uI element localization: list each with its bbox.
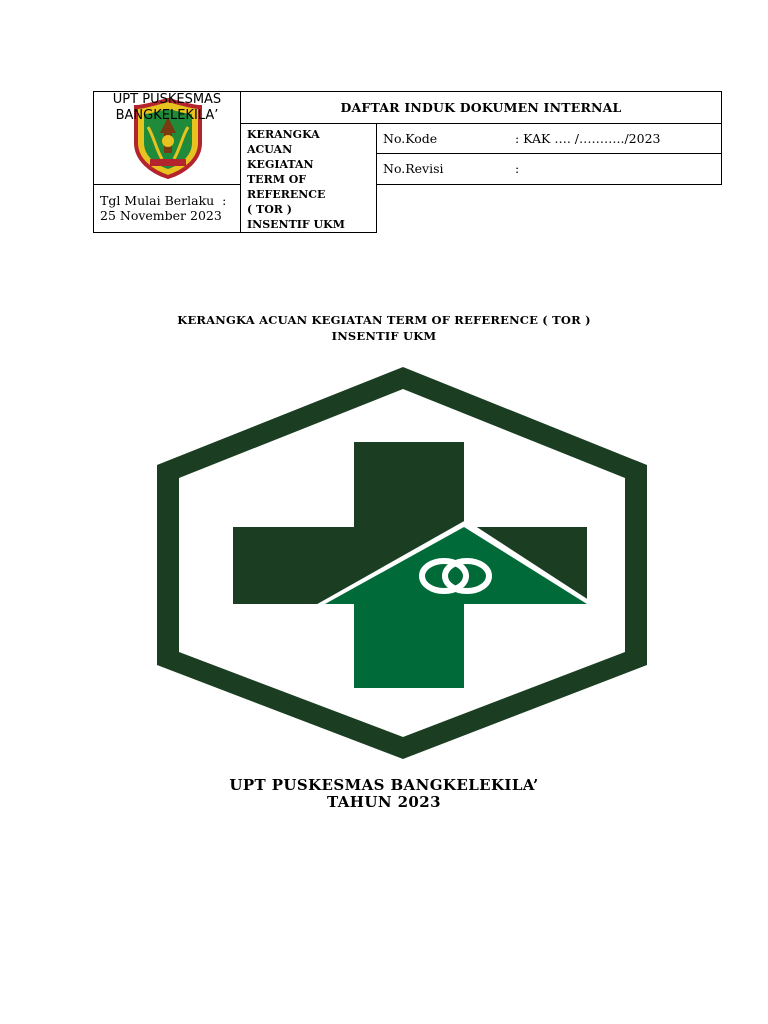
org-name-line2: BANGKELEKILA’ [115,108,219,123]
berlaku-field [94,184,241,232]
document-title-line1: KERANGKA ACUAN KEGIATAN TERM OF REFERENCE ( TOR ) [177,313,591,327]
revisi-field [377,153,722,184]
doc-type-line: REFERENCE [247,188,326,201]
kode-field [377,124,722,154]
footer-year: TAHUN 2023 [327,793,441,811]
document-footer [0,777,768,811]
header-logo-cell [94,92,241,185]
document-title [0,312,768,344]
doc-type-line: INSENTIF UKM [247,218,345,231]
kode-value: : KAK …. /………../2023 [515,130,661,146]
doc-type-line: KEGIATAN [247,158,314,171]
doc-type-line: ACUAN [247,143,293,156]
puskesmas-emblem-icon [157,367,649,759]
kode-label: No.Kode [383,130,438,146]
document-header-table [93,91,722,233]
document-title-line2: INSENTIF UKM [331,329,437,343]
footer-org-name: UPT PUSKESMAS BANGKELEKILA’ [229,776,539,794]
register-title: DAFTAR INDUK DOKUMEN INTERNAL [241,92,722,124]
revisi-label: No.Revisi [383,161,444,177]
document-type-cell [241,124,377,233]
doc-type-line: TERM OF [247,173,307,186]
org-name-line1: UPT PUSKESMAS [112,92,222,107]
berlaku-label: Tgl Mulai Berlaku [100,193,215,209]
doc-type-line: ( TOR ) [247,203,292,216]
revisi-value: : [515,161,520,177]
doc-type-line: KERANGKA [247,128,320,141]
berlaku-value: : 25 November 2023 [100,193,227,224]
